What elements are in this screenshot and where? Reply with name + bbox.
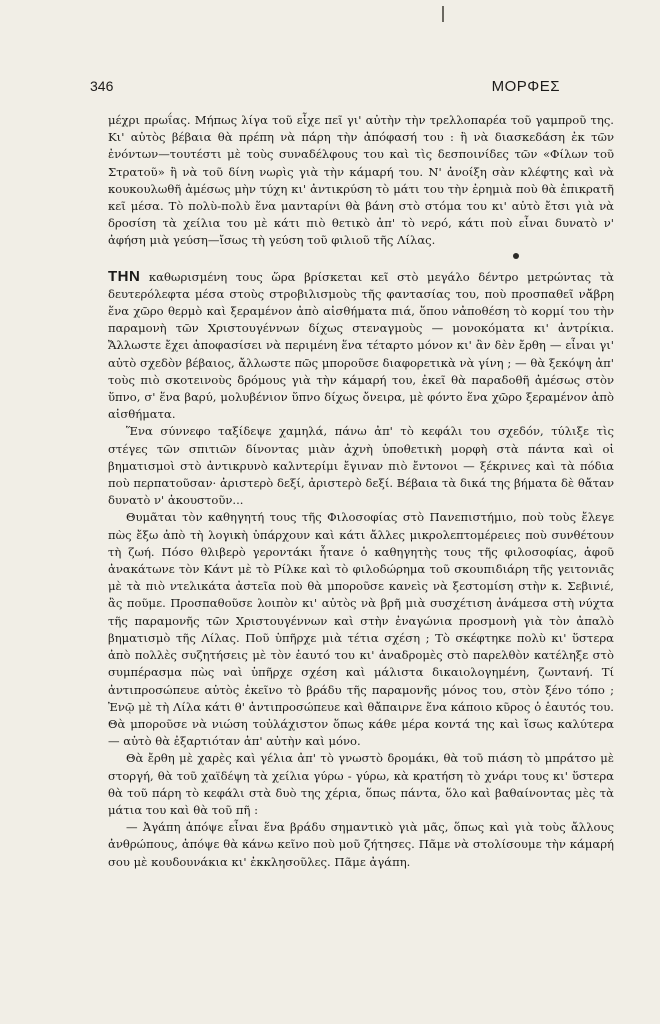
- paragraph-6: — Ἀγάπη ἀπόψε εἶναι ἕνα βράδυ σημαντικὸ γιὰ μᾶς, ὅπως καὶ γιὰ τοὺς ἄλλους ἀνθρώπους, ἀπόψε θὰ κάνω κεῖνο ποὺ μοῦ ζήτησες. Πᾶμε νὰ στολίσουμε τὴν κάμαρή σου μὲ κουδουνάκια κι' ἐκκλησοῦλες. Πᾶμε ἀγάπη.: [108, 820, 614, 869]
- paragraph-3: Ἕνα σύννεφο ταξίδεψε χαμηλά, πάνω ἀπ' τὸ κεφάλι του σχεδόν, τύλιξε τὶς στέγες τῶν σπιτιῶν δίνοντας μιὰν ἀχνὴ ὑποθετικὴ μορφὴ στὰ πάντα καὶ οἱ βηματισμοὶ στὸ ἀντικρυνὸ καλντερίμι ἔγιναν πιὸ ἔντονοι — ξέκρινες καὶ τὰ πόδια ποὺ περπατοῦσαν· ἀριστερὸ δεξί, ἀριστερὸ δεξί. Βέβαια τὰ δικά της βήματα δὲ θἄταν δυνατὸ ν' ἀκουστοῦν...: [108, 424, 614, 508]
- paragraph-2: [108, 268, 614, 424]
- ink-dot: [513, 253, 519, 259]
- paragraph-5: Θὰ ἔρθη μὲ χαρὲς καὶ γέλια ἀπ' τὸ γνωστὸ δρομάκι, θὰ τοῦ πιάση τὸ μπράτσο μὲ στοργή, θὰ τοῦ χαϊδέψη τὰ χείλια γύρω - γύρω, κὰ κρατήση τὸ χνάρι τους κι' ὕστερα θὰ τοῦ πάρη τὸ κεφάλι στὰ δυὸ της χέρια, ὅπως πάντα, ὅλο καὶ βαθαίνοντας μὲς τὰ μάτια του καὶ θὰ τοῦ πῆ :: [108, 751, 614, 817]
- paragraph-4: Θυμᾶται τὸν καθηγητή τους τῆς Φιλοσοφίας στὸ Πανεπιστήμιο, ποὺ τοὺς ἔλεγε πὼς ἔξω ἀπὸ τὴ λογικὴ ὑπάρχουν καὶ κάτι ἄλλες μικρολεπτομέρειες ποὺ συνθέτουν τὴ ζωή. Πόσο θλιβερὸ γεροντάκι ἦτανε ὁ καθηγητὴς τους τῆς φιλοσοφίας, ἀφοῦ ἀνακάτωνε τὸν Κάντ μὲ τὸ Ρίλκε καὶ τὸ φιλοδώρημα τοῦ σκουπιδιάρη τῆς γειτονιᾶς μὲ τὰ πιὸ ντελικάτα ἀστεῖα ποὺ θὰ μποροῦσε κανεὶς νὰ ξεστομίση στὴν κ. Σεβινιέ, ἂς ποῦμε. Προσπαθοῦσε λοιπὸν κι' αὐτὸς νὰ βρῆ μιὰ συσχέτιση ἀνάμεσα στὴ νύχτα τῆς παραμονῆς τῶν Χριστουγέννων καὶ στὴν ἐναγώνια προσμονὴ γιὰ τὸν ἀπαλὸ βηματισμὸ τῆς Λίλας. Ποῦ ὑπῆρχε μιὰ τέτια σχέση ; Τὸ σκέφτηκε πολὺ κι' ὕστερα ἀπὸ πολλὲς συζητήσεις μὲ τὸν ἑαυτό του κι' ἀναδρομὲς στὸ παρελθὸν κατέληξε στὸ συμπέρασμα πὼς ναὶ ὑπῆρχε σχέση καὶ μάλιστα δικαιολογημένη, ζωντανή. Τί ἀντιπροσώπευε αὐτὸς ἐκεῖνο τὸ βράδυ τῆς παραμονῆς μόνος του, στὸν ξένο τόπο ; Ἐνῷ μὲ τὴ Λίλα κάτι θ' ἀντιπροσώπευε καὶ θἄπαιρνε ἕνα κάποιο κῦρος ὁ ἑαυτός του. Θὰ μποροῦσε νὰ νιώση τοὐλάχιστον ὅπως κάθε μέρα κοντά της καὶ ἴσως καλύτερα — αὐτὸ θὰ ἐξαρτιόταν ἀπ' αὐτὴν καὶ μόνο.: [108, 510, 614, 749]
- text-column: [108, 112, 614, 871]
- page-header: [90, 78, 560, 98]
- section-break: [108, 250, 614, 268]
- page-number: 346: [90, 78, 114, 94]
- dropcap-lead-in: ΤΗΝ: [108, 267, 141, 285]
- margin-pencil-mark: [442, 6, 444, 22]
- running-head: ΜΟΡΦΕΣ: [491, 78, 560, 95]
- paragraph-2-text: καθωρισμένη τους ὥρα βρίσκεται κεῖ στὸ μεγάλο δέντρο μετρώντας τὰ δευτερόλεφτα μέσα στοὺς στροβιλισμοὺς τῆς φαντασίας του, ποὺ προσπαθεῖ νἄβρη ἕνα χῶρο θερμὸ καὶ ξεραμένον ἀπὸ αἰσθήματα πιά, ὅπου νἀποθέση τὸ κορμί του τὴν παραμονὴ τῶν Χριστουγέννων δίχως στεναγμοὺς — μονοκόματα κι' ἀντρίκια. Ἄλλωστε ἔχει ἀποφασίσει νὰ περιμένη ἕνα τέταρτο μόνον κι' ἂν δὲν ἔρθη — εἶναι γι' αὐτὸ σχεδὸν βέβαιος, ἄλλωστε πῶς μποροῦσε διαφορετικὰ νὰ γίνη ; — θὰ ξεκόψη ἀπ' τοὺς πιὸ σκοτεινοὺς δρόμους γιὰ τὴν κάμαρή του, ἐκεῖ θὰ παραδοθῆ ἀμέσως στὸν ὕπνο, σ' ἕνα βαρύ, μολυβένιον ὕπνο δίχως ὄνειρα, μὲ φόντο ἕνα χῶρο ξεραμένον ἀπὸ αἰσθήματα.: [108, 269, 614, 422]
- paragraph-1: μέχρι πρωΐας. Μήπως λίγα τοῦ εἶχε πεῖ γι' αὐτὴν τὴν τρελλοπαρέα τοῦ γαμπροῦ της. Κι' αὐτὸς βέβαια θὰ πρέπη νὰ πάρη τὴν ἀπόφασή του : ἢ νὰ διασκεδάση ἐκ τῶν ἐνόντων—τουτέστι μὲ τοὺς συναδέλφους του καὶ τὶς δεσποινίδες τῶν «Φίλων τοῦ Στρατοῦ» ἢ νὰ τοῦ δίνη νωρὶς γιὰ τὴν κάμαρή του. Ν' ἀνοίξη σὰν κλέφτης καὶ νὰ κουκουλωθῆ ἀμέσως μὴν τύχη κι' ἀντικρύση τὸ μάτι του τὴν ἐρημιὰ ποὺ θὰ ἐπικρατῆ κεῖ μέσα. Τὸ πολὺ-πολὺ ἕνα μανταρίνι θὰ βάνη στὸ στόμα του κι' αὐτὸ ἔτσι γιὰ νὰ δροσίση τὰ χείλια του μὲ κάτι πιὸ θετικὸ ἀπ' τὸ νερό, κάτι ποὺ εἶναι δυνατὸ ν' ἀφήση μιὰ γεύση—ἴσως τὴ γεύση τοῦ φιλιοῦ τῆς Λίλας.: [108, 113, 614, 248]
